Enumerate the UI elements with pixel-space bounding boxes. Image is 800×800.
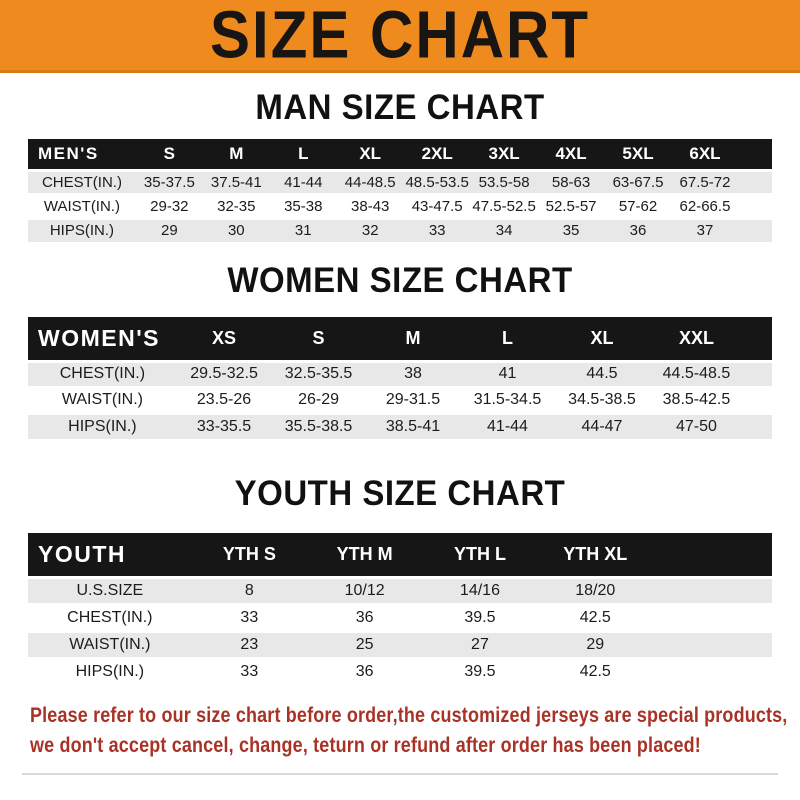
- size-table-wrapper: [0, 139, 800, 242]
- size-cell: 41-44: [270, 170, 337, 194]
- size-cell: 30: [203, 218, 270, 242]
- size-cell: 32: [337, 218, 404, 242]
- size-column-header: 3XL: [471, 139, 538, 170]
- size-cell: 14/16: [422, 577, 537, 604]
- size-column-header: XS: [177, 317, 271, 361]
- size-column-header: S: [136, 139, 203, 170]
- size-cell: 48.5-53.5: [404, 170, 471, 194]
- size-column-header: YTH XL: [538, 533, 653, 577]
- row-spacer: [738, 170, 772, 194]
- row-label: HIPS(IN.): [28, 658, 192, 685]
- size-cell: 33: [404, 218, 471, 242]
- size-column-header: YTH M: [307, 533, 422, 577]
- size-column-header: XL: [337, 139, 404, 170]
- size-cell: 38: [366, 361, 460, 387]
- size-column-header: M: [203, 139, 270, 170]
- size-column-header: L: [460, 317, 554, 361]
- size-cell: 23.5-26: [177, 387, 271, 413]
- size-cell: 44.5-48.5: [649, 361, 743, 387]
- size-cell: 44.5: [555, 361, 649, 387]
- size-cell: 47-50: [649, 413, 743, 439]
- row-label: CHEST(IN.): [28, 604, 192, 631]
- size-cell: 29: [136, 218, 203, 242]
- footer-notice: [30, 701, 800, 761]
- header-spacer: [744, 317, 772, 361]
- row-spacer: [653, 577, 772, 604]
- size-cell: 27: [422, 631, 537, 658]
- size-cell: 58-63: [538, 170, 605, 194]
- size-cell: 35.5-38.5: [271, 413, 365, 439]
- size-cell: 41: [460, 361, 554, 387]
- size-cell: 67.5-72: [672, 170, 739, 194]
- section-heading: WOMEN SIZE CHART: [227, 259, 573, 300]
- size-cell: 39.5: [422, 604, 537, 631]
- size-cell: 39.5: [422, 658, 537, 685]
- size-cell: 33: [192, 658, 307, 685]
- size-cell: 23: [192, 631, 307, 658]
- row-spacer: [744, 413, 772, 439]
- table-corner-label: MEN'S: [28, 139, 136, 170]
- table-row: [28, 577, 772, 604]
- row-label: WAIST(IN.): [28, 194, 136, 218]
- size-chart-banner: [0, 0, 800, 73]
- size-table-wrapper: [0, 533, 800, 685]
- table-header-row: [28, 317, 772, 361]
- banner-title: SIZE CHART: [210, 0, 590, 72]
- row-spacer: [738, 218, 772, 242]
- size-table: [28, 139, 772, 242]
- size-cell: 18/20: [538, 577, 653, 604]
- size-cell: 26-29: [271, 387, 365, 413]
- size-cell: 44-48.5: [337, 170, 404, 194]
- size-column-header: M: [366, 317, 460, 361]
- size-cell: 29-32: [136, 194, 203, 218]
- row-label: CHEST(IN.): [28, 170, 136, 194]
- size-column-header: 5XL: [605, 139, 672, 170]
- size-cell: 37: [672, 218, 739, 242]
- size-cell: 33: [192, 604, 307, 631]
- size-table-wrapper: [0, 317, 800, 439]
- size-cell: 43-47.5: [404, 194, 471, 218]
- size-cell: 37.5-41: [203, 170, 270, 194]
- size-cell: 34.5-38.5: [555, 387, 649, 413]
- size-cell: 33-35.5: [177, 413, 271, 439]
- row-label: HIPS(IN.): [28, 413, 177, 439]
- size-cell: 63-67.5: [605, 170, 672, 194]
- size-cell: 35-37.5: [136, 170, 203, 194]
- size-cell: 34: [471, 218, 538, 242]
- size-cell: 42.5: [538, 658, 653, 685]
- row-label: CHEST(IN.): [28, 361, 177, 387]
- size-column-header: XL: [555, 317, 649, 361]
- row-spacer: [653, 658, 772, 685]
- row-label: WAIST(IN.): [28, 631, 192, 658]
- size-table: [28, 317, 772, 439]
- table-corner-label: YOUTH: [28, 533, 192, 577]
- size-cell: 8: [192, 577, 307, 604]
- table-row: [28, 631, 772, 658]
- size-cell: 53.5-58: [471, 170, 538, 194]
- row-spacer: [744, 361, 772, 387]
- header-spacer: [738, 139, 772, 170]
- row-label: U.S.SIZE: [28, 577, 192, 604]
- size-cell: 41-44: [460, 413, 554, 439]
- section-heading: YOUTH SIZE CHART: [234, 472, 566, 513]
- size-cell: 35: [538, 218, 605, 242]
- size-column-header: 2XL: [404, 139, 471, 170]
- header-spacer: [653, 533, 772, 577]
- footer-notice-line1: Please refer to our size chart before order,the customized jerseys are special products,: [30, 704, 788, 727]
- size-column-header: YTH L: [422, 533, 537, 577]
- table-row: [28, 218, 772, 242]
- table-row: [28, 170, 772, 194]
- size-cell: 38-43: [337, 194, 404, 218]
- size-table: [28, 533, 772, 685]
- table-row: [28, 387, 772, 413]
- row-spacer: [744, 387, 772, 413]
- table-header-row: [28, 139, 772, 170]
- size-cell: 47.5-52.5: [471, 194, 538, 218]
- row-spacer: [653, 631, 772, 658]
- size-column-header: XXL: [649, 317, 743, 361]
- size-cell: 29-31.5: [366, 387, 460, 413]
- size-cell: 31: [270, 218, 337, 242]
- size-cell: 38.5-42.5: [649, 387, 743, 413]
- size-cell: 31.5-34.5: [460, 387, 554, 413]
- size-cell: 36: [605, 218, 672, 242]
- size-column-header: S: [271, 317, 365, 361]
- row-spacer: [653, 604, 772, 631]
- size-cell: 10/12: [307, 577, 422, 604]
- size-cell: 36: [307, 658, 422, 685]
- size-cell: 57-62: [605, 194, 672, 218]
- table-row: [28, 361, 772, 387]
- size-cell: 29.5-32.5: [177, 361, 271, 387]
- table-header-row: [28, 533, 772, 577]
- size-cell: 52.5-57: [538, 194, 605, 218]
- size-cell: 35-38: [270, 194, 337, 218]
- size-cell: 62-66.5: [672, 194, 739, 218]
- size-column-header: 6XL: [672, 139, 739, 170]
- row-spacer: [738, 194, 772, 218]
- size-cell: 42.5: [538, 604, 653, 631]
- size-cell: 32.5-35.5: [271, 361, 365, 387]
- table-row: [28, 658, 772, 685]
- size-column-header: 4XL: [538, 139, 605, 170]
- size-column-header: L: [270, 139, 337, 170]
- size-cell: 29: [538, 631, 653, 658]
- size-chart-sections: [0, 86, 800, 685]
- table-row: [28, 604, 772, 631]
- row-label: WAIST(IN.): [28, 387, 177, 413]
- table-row: [28, 194, 772, 218]
- footer-notice-line2: we don't accept cancel, change, teturn or refund after order has been placed!: [30, 734, 701, 757]
- table-corner-label: WOMEN'S: [28, 317, 177, 361]
- section-heading: MAN SIZE CHART: [255, 86, 545, 127]
- row-label: HIPS(IN.): [28, 218, 136, 242]
- size-column-header: YTH S: [192, 533, 307, 577]
- size-cell: 32-35: [203, 194, 270, 218]
- table-row: [28, 413, 772, 439]
- size-cell: 25: [307, 631, 422, 658]
- bottom-divider: [22, 773, 778, 775]
- size-cell: 44-47: [555, 413, 649, 439]
- size-cell: 38.5-41: [366, 413, 460, 439]
- size-cell: 36: [307, 604, 422, 631]
